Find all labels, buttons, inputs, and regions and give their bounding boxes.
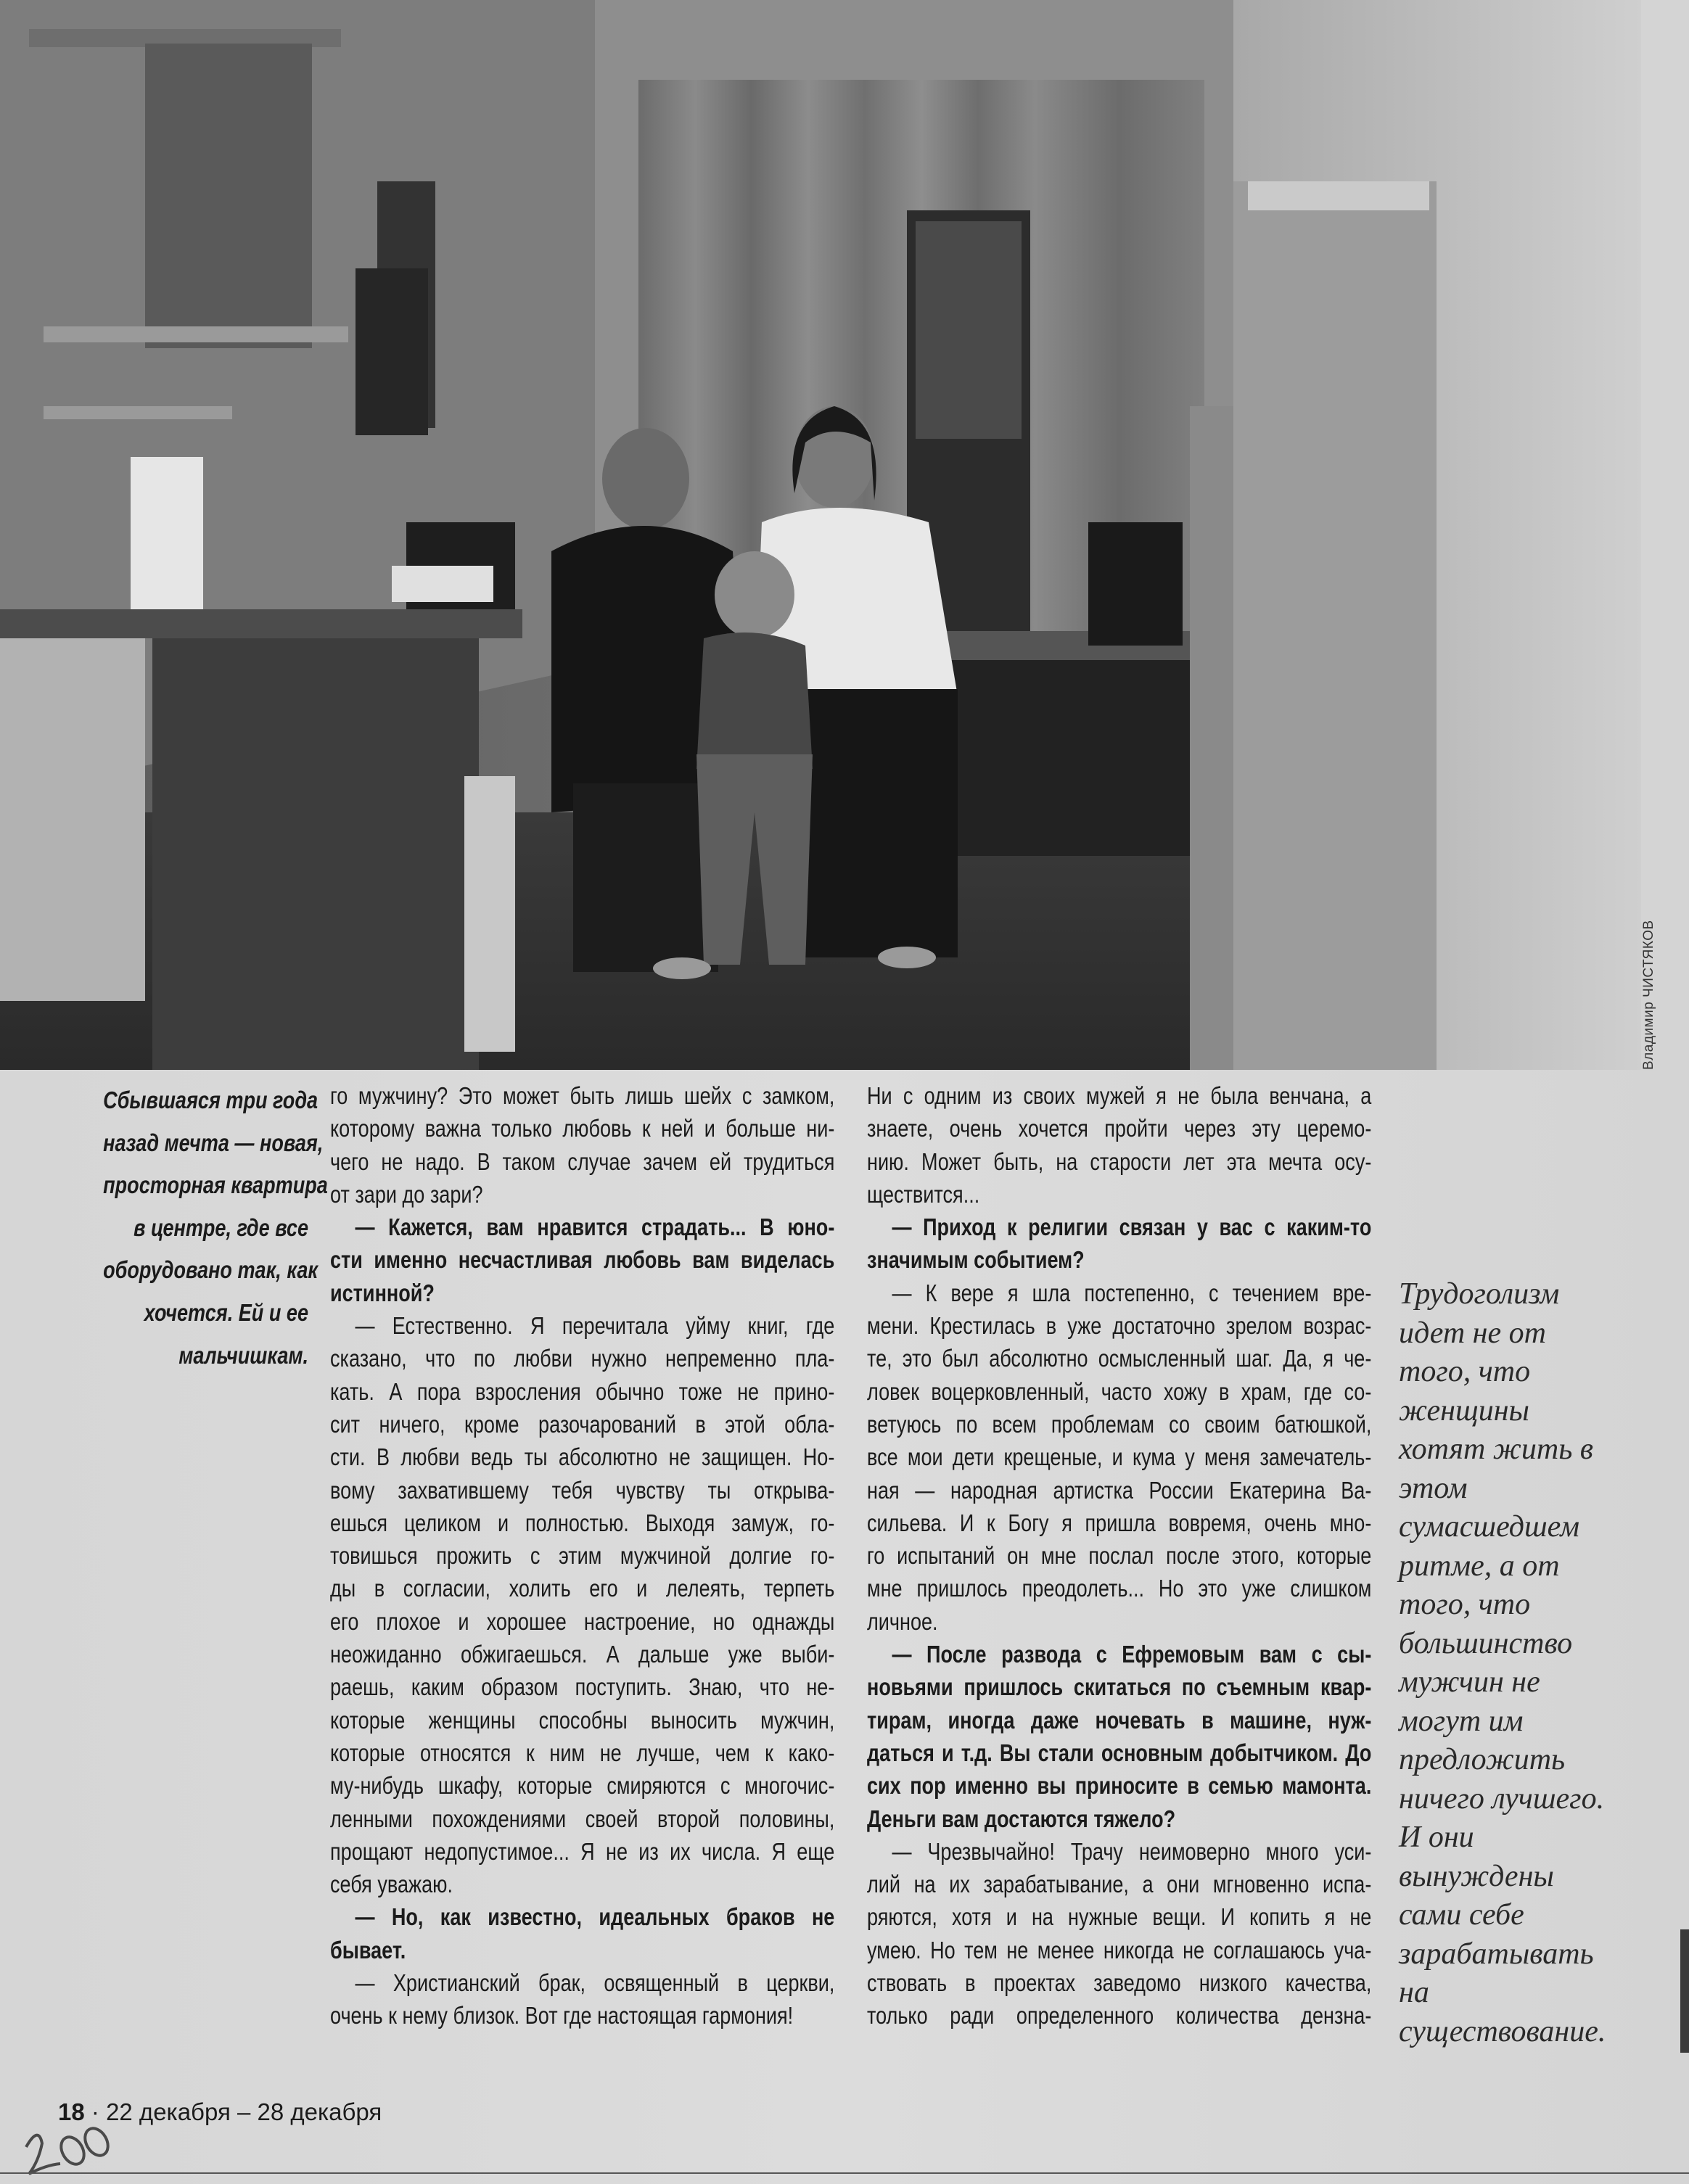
article-column-1 — [330, 1079, 834, 2032]
text-line: кать. А пора взросления обычно тоже не прино- — [330, 1377, 835, 1405]
text-line: личное. — [867, 1607, 938, 1635]
text-line: — Но, как известно, идеальных браков не — [355, 1903, 835, 1931]
pull-quote-line: предложить — [1399, 1743, 1566, 1776]
text-line: му-нибудь шкафу, которые смиряются с многочис- — [330, 1772, 835, 1800]
text-line: неожиданно обжигаешься. А дальше уже выби- — [330, 1641, 835, 1668]
text-line: товишься прожить с этим мужчиной долгие го- — [330, 1542, 835, 1570]
article-column-2 — [867, 1079, 1371, 2032]
pull-quote-line: И они — [1399, 1821, 1474, 1854]
text-line: которые относятся к ним не лучше, чем к како- — [330, 1739, 835, 1766]
text-line: нию. Может быть, на старости лет эта мечта осу- — [867, 1147, 1372, 1175]
text-line: тирам, иногда даже ночевать в машине, нуж- — [867, 1706, 1372, 1734]
text-line: — К вере я шла постепенно, с течением вре- — [892, 1279, 1372, 1306]
text-line: чего не надо. В таком случае зачем ей трудиться — [330, 1147, 835, 1175]
pull-quote-line: могут им — [1399, 1704, 1524, 1738]
caption-line: просторная квартира — [103, 1171, 328, 1199]
pull-quote-line: сами себе — [1399, 1898, 1524, 1932]
caption-line: Сбывшаяся три года — [103, 1087, 319, 1113]
text-line: бывает. — [330, 1936, 406, 1963]
text-line: го мужчину? Это может быть лишь шейх с замком, — [330, 1082, 835, 1109]
article-photo — [0, 0, 1641, 1070]
text-line: ная — народная артистка России Екатерина Ва- — [867, 1476, 1372, 1504]
page-edge-mark — [1680, 1929, 1689, 2053]
page-number: 18 — [58, 2098, 85, 2125]
text-line: лий на их зарабатывание, а они мгновенно испа- — [867, 1871, 1372, 1898]
text-line: Деньги вам достаются тяжело? — [867, 1805, 1176, 1832]
text-line: ряются, хотя и на нужные вещи. И копить я не — [867, 1903, 1372, 1931]
pull-quote-line: сумасшедшем — [1399, 1510, 1580, 1544]
photo-credit: Владимир ЧИСТЯКОВ — [1641, 920, 1656, 1070]
interview-answer — [867, 1277, 1371, 1638]
interview-question — [330, 1900, 834, 1966]
text-line: умею. Но тем не менее никогда не соглашаюсь уча- — [867, 1936, 1372, 1963]
interview-answer — [867, 1079, 1371, 1211]
text-line: истинной? — [330, 1279, 435, 1306]
footer-separator: · — [91, 2098, 99, 2125]
pull-quote-line: Трудоголизм — [1399, 1277, 1560, 1311]
pull-quote-line: на — [1399, 1976, 1429, 2009]
caption-line: хочется. Ей и ее — [144, 1298, 308, 1326]
pull-quote-line: идет не от — [1399, 1316, 1546, 1350]
text-line: сит ничего, кроме разочарований в этой обла- — [330, 1410, 835, 1438]
pull-quote-line: того, что — [1399, 1588, 1531, 1621]
interview-answer — [867, 1835, 1371, 2032]
text-line: — Кажется, вам нравится страдать... В юно- — [355, 1213, 835, 1241]
interview-answer — [330, 1079, 834, 1211]
caption-line: назад мечта — новая, — [103, 1129, 324, 1156]
text-line: — Чрезвычайно! Трачу неимоверно много уси- — [892, 1837, 1372, 1865]
text-line: значимым событием? — [867, 1246, 1085, 1274]
text-line: ды в согласии, холить его и лелеять, терпеть — [330, 1575, 835, 1602]
caption-line: в центре, где все — [133, 1213, 308, 1241]
text-line: — Естественно. Я перечитала уйму книг, где — [355, 1312, 835, 1340]
text-line: ществится... — [867, 1180, 980, 1208]
caption-line: оборудовано так, как — [103, 1256, 319, 1284]
pull-quote — [1399, 1275, 1638, 2051]
handwritten-note — [20, 2122, 122, 2180]
text-line: ешься целиком и полностью. Выходя замуж, го- — [330, 1509, 835, 1536]
pull-quote-line: хотят жить в — [1399, 1433, 1594, 1466]
text-line: сти именно несчастливая любовь вам виделась — [330, 1246, 835, 1274]
photo-caption — [58, 1079, 328, 1377]
text-line: сти. В любви ведь ты абсолютно не защищен. Но- — [330, 1443, 835, 1471]
interview-question — [867, 1211, 1371, 1277]
text-line: ленными похождениями своей второй половины, — [330, 1805, 835, 1832]
bottom-rule — [0, 2172, 1689, 2174]
text-line: мени. Крестилась в уже достаточно зрелом возрас- — [867, 1312, 1372, 1340]
pull-quote-line: этом — [1399, 1471, 1468, 1505]
text-line: прощают недопустимое... Я не из их числа. Я еще — [330, 1837, 835, 1865]
text-line: сильева. И к Богу я пришла вовремя, очень мно- — [867, 1509, 1372, 1536]
text-line: — Приход к религии связан у вас с каким-то — [892, 1213, 1372, 1241]
interview-answer — [330, 1966, 834, 2032]
text-line: те, это был абсолютно осмысленный шаг. Да, я че- — [867, 1345, 1372, 1372]
text-line: его плохое и хорошее настроение, но однажды — [330, 1607, 835, 1635]
text-line: раешь, каким образом поступить. Знаю, что не- — [330, 1673, 835, 1701]
caption-line: мальчишкам. — [178, 1341, 308, 1369]
text-line: — После развода с Ефремовым вам с сы- — [892, 1641, 1372, 1668]
text-line: — Христианский брак, освященный в церкви, — [355, 1969, 835, 1997]
text-line: вому захватившему тебя чувству ты открыва- — [330, 1476, 835, 1504]
interview-question — [330, 1211, 834, 1309]
text-line: которые женщины способны выносить мужчин, — [330, 1706, 835, 1734]
interview-answer — [330, 1309, 834, 1900]
text-line: сих пор именно вы приносите в семью мамонта. — [867, 1772, 1372, 1800]
pull-quote-line: большинство — [1399, 1626, 1573, 1660]
text-line: от зари до зари? — [330, 1180, 483, 1208]
text-line: ветуюсь по всем проблемам со своим батюшкой, — [867, 1410, 1372, 1438]
text-line: себя уважаю. — [330, 1871, 453, 1898]
text-line: мне пришлось преодолеть... Но это уже слишком — [867, 1575, 1372, 1602]
pull-quote-line: мужчин не — [1399, 1665, 1540, 1699]
text-line: которому важна только любовь к ней и больше ни- — [330, 1115, 835, 1142]
pull-quote-line: вынуждены — [1399, 1859, 1554, 1893]
pull-quote-line: существование. — [1399, 2014, 1606, 2048]
text-line: все мои дети крещеные, и кума у меня замечатель- — [867, 1443, 1372, 1471]
pull-quote-line: зарабатывать — [1399, 1937, 1594, 1971]
text-line: только ради определенного количества дензна- — [867, 2002, 1372, 2030]
text-line: го испытаний он мне послал после этого, которые — [867, 1542, 1372, 1570]
text-line: ствовать в проектах заведомо низкого качества, — [867, 1969, 1372, 1997]
text-line: новьями пришлось скитаться по съемным квар- — [867, 1673, 1372, 1701]
family-room-photo — [0, 0, 1641, 1070]
text-line: сказано, что по любви нужно непременно пла- — [330, 1345, 835, 1372]
pull-quote-line: того, что — [1399, 1355, 1531, 1388]
issue-date-range: 22 декабря – 28 декабря — [106, 2098, 382, 2125]
text-line: даться и т.д. Вы стали основным добытчиком. До — [867, 1739, 1372, 1766]
pull-quote-line: ничего лучшего. — [1399, 1781, 1605, 1816]
pull-quote-line: женщины — [1399, 1393, 1529, 1427]
text-line: Ни с одним из своих мужей я не была венчана, а — [867, 1082, 1372, 1109]
pull-quote-line: ритме, а от — [1399, 1549, 1560, 1583]
text-line: ловек воцерковленный, часто хожу в храм, где со- — [867, 1377, 1372, 1405]
interview-question — [867, 1638, 1371, 1835]
text-line: очень к нему близок. Вот где настоящая гармония! — [330, 2002, 794, 2030]
text-line: знаете, очень хочется пройти через эту церемо- — [867, 1115, 1372, 1142]
